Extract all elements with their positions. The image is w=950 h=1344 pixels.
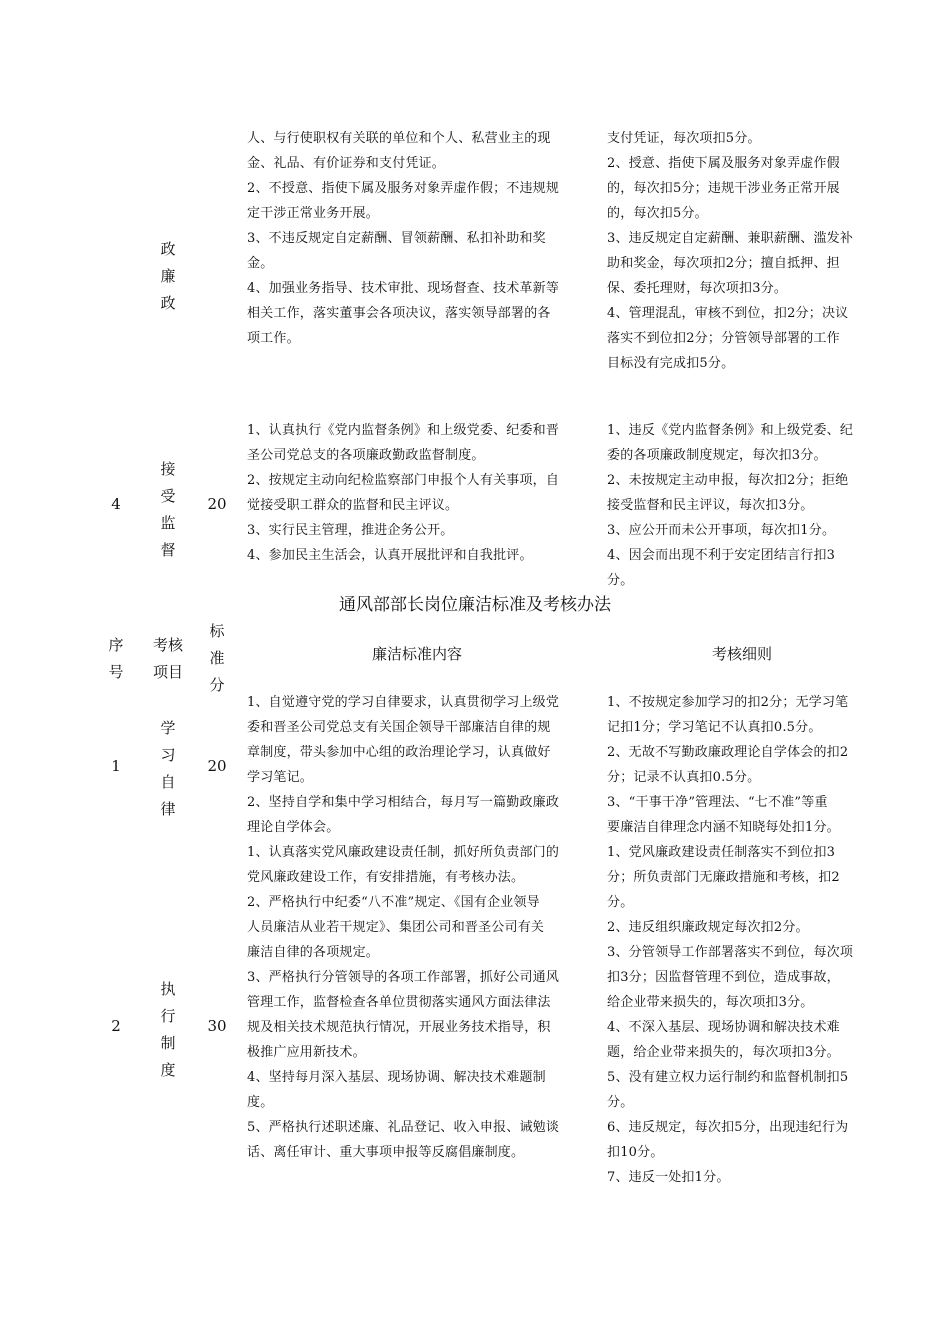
text-line: 扣10分。 bbox=[607, 1145, 664, 1160]
text-line: 廉洁自律的各项规定。 bbox=[247, 945, 380, 960]
text-line: 话、离任审计、重大事项申报等反腐倡廉制度。 bbox=[247, 1145, 525, 1160]
text-line: 极推广应用新技术。 bbox=[247, 1045, 366, 1060]
header-line: 考核 bbox=[152, 636, 183, 654]
text-line: 2、按规定主动向纪检监察部门申报个人有关事项，自 bbox=[247, 473, 560, 488]
text-line: 目标没有完成扣5分。 bbox=[607, 356, 735, 371]
text-line: 1、违反《党内监督条例》和上级党委、纪 bbox=[607, 423, 854, 438]
text-line: 题，给企业带来损失的，每次项扣3分。 bbox=[607, 1045, 840, 1060]
header-char: 号 bbox=[108, 663, 124, 681]
item-char: 自 bbox=[160, 773, 176, 791]
text-line: 圣公司党总支的各项廉政勤政监督制度。 bbox=[247, 448, 485, 463]
item-char: 执 bbox=[160, 980, 176, 998]
item-char: 廉 bbox=[160, 267, 176, 285]
text-line: 5、没有建立权力运行制约和监督机制扣5 bbox=[607, 1070, 849, 1085]
text-line: 理论自学体会。 bbox=[247, 820, 340, 835]
item-char: 督 bbox=[160, 541, 176, 559]
text-line: 接受监督和民主评议，每次扣3分。 bbox=[607, 498, 814, 513]
text-line: 党风廉政建设工作，有安排措施，有考核办法。 bbox=[247, 870, 525, 885]
text-line: 3、严格执行分管领导的各项工作部署，抓好公司通风 bbox=[247, 970, 560, 985]
text-line: 人、与行使职权有关联的单位和个人、私营业主的现 bbox=[247, 131, 551, 146]
item-char: 政 bbox=[160, 294, 176, 312]
text-line: 金、礼品、有价证券和支付凭证。 bbox=[247, 156, 446, 171]
text-line: 章制度，带头参加中心组的政治理论学习，认真做好 bbox=[247, 745, 551, 760]
text-line: 相关工作，落实董事会各项决议，落实领导部署的各 bbox=[247, 306, 551, 321]
text-line: 规及相关技术规范执行情况，开展业务技术指导，积 bbox=[247, 1020, 551, 1035]
text-line: 分。 bbox=[607, 573, 634, 588]
header-line: 项目 bbox=[152, 663, 183, 681]
row-score: 30 bbox=[207, 1017, 227, 1035]
header-detail: 考核细则 bbox=[711, 645, 772, 663]
header-score bbox=[207, 618, 227, 699]
text-line: 觉接受职工群众的监督和民主评议。 bbox=[247, 498, 459, 513]
row-item-label bbox=[158, 976, 178, 1084]
text-line: 定干涉正常业务开展。 bbox=[247, 206, 380, 221]
text-line: 3、不违反规定自定薪酬、冒领薪酬、私扣补助和奖 bbox=[247, 231, 546, 246]
text-line: 2、违反组织廉政规定每次扣2分。 bbox=[607, 920, 809, 935]
item-char: 政 bbox=[160, 240, 176, 258]
item-char: 受 bbox=[160, 487, 176, 505]
text-line: 4、因会而出现不利于安定团结言行扣3 bbox=[607, 548, 836, 563]
text-line: 分。 bbox=[607, 1095, 634, 1110]
item-char: 习 bbox=[160, 746, 176, 764]
row-item-label bbox=[158, 236, 178, 317]
header-item bbox=[146, 632, 190, 686]
row-item-label bbox=[158, 456, 178, 564]
text-line: 3、分管领导工作部署落实不到位，每次项 bbox=[607, 945, 854, 960]
item-char: 度 bbox=[160, 1061, 176, 1079]
text-line: 2、无故不写勤政廉政理论自学体会的扣2 bbox=[607, 745, 849, 760]
text-line: 2、不授意、指使下属及服务对象弄虚作假；不违规规 bbox=[247, 181, 560, 196]
text-line: 7、违反一处扣1分。 bbox=[607, 1170, 730, 1185]
text-line: 要廉洁自律理念内涵不知晓每处扣1分。 bbox=[607, 820, 840, 835]
item-char: 制 bbox=[160, 1034, 176, 1052]
text-line: 落实不到位扣2分；分管领导部署的工作 bbox=[607, 331, 840, 346]
text-line: 2、坚持自学和集中学习相结合，每月写一篇勤政廉政 bbox=[247, 795, 560, 810]
text-line: 的，每次扣5分。 bbox=[607, 206, 708, 221]
item-char: 接 bbox=[160, 460, 176, 478]
row-item-label bbox=[158, 715, 178, 823]
text-line: 委的各项廉政制度规定，每次扣3分。 bbox=[607, 448, 827, 463]
text-line: 助和奖金，每次项扣2分；擅自抵押、担 bbox=[607, 256, 840, 271]
text-line: 学习笔记。 bbox=[247, 770, 314, 785]
header-char: 分 bbox=[209, 676, 225, 694]
text-line: 支付凭证，每次项扣5分。 bbox=[607, 131, 761, 146]
text-line: 2、严格执行中纪委“八不准”规定、《国有企业领导 bbox=[247, 895, 540, 910]
text-line: 的，每次扣5分；违规干涉业务正常开展 bbox=[607, 181, 840, 196]
item-char: 学 bbox=[160, 719, 176, 737]
row-score: 20 bbox=[207, 495, 227, 513]
text-line: 1、认真执行《党内监督条例》和上级党委、纪委和晋 bbox=[247, 423, 560, 438]
text-line: 3、应公开而未公开事项，每次扣1分。 bbox=[607, 523, 836, 538]
text-line: 1、不按规定参加学习的扣2分；无学习笔 bbox=[607, 695, 849, 710]
text-line: 3、实行民主管理，推进企务公开。 bbox=[247, 523, 454, 538]
text-line: 4、不深入基层、现场协调和解决技术难 bbox=[607, 1020, 840, 1035]
text-line: 1、认真落实党风廉政建设责任制，抓好所负责部门的 bbox=[247, 845, 560, 860]
row-seq: 2 bbox=[111, 1017, 121, 1035]
text-line: 人员廉洁从业若干规定》、集团公司和晋圣公司有关 bbox=[247, 920, 545, 935]
text-line: 6、违反规定，每次扣5分，出现违纪行为 bbox=[607, 1120, 849, 1135]
header-char: 标 bbox=[209, 622, 225, 640]
header-char: 序 bbox=[108, 636, 124, 654]
text-line: 扣3分；因监督管理不到位，造成事故， bbox=[607, 970, 840, 985]
text-line: 度。 bbox=[247, 1095, 274, 1110]
text-line: 5、严格执行述职述廉、礼品登记、收入申报、诫勉谈 bbox=[247, 1120, 560, 1135]
text-line: 给企业带来损失的，每次项扣3分。 bbox=[607, 995, 814, 1010]
header-seq bbox=[106, 632, 126, 686]
text-line: 保、委托理财，每次项扣3分。 bbox=[607, 281, 788, 296]
text-line: 项工作。 bbox=[247, 331, 300, 346]
text-line: 分。 bbox=[607, 895, 634, 910]
row-score: 20 bbox=[207, 757, 227, 775]
document-title: 通风部部长岗位廉洁标准及考核办法 bbox=[339, 595, 611, 615]
text-line: 4、参加民主生活会，认真开展批评和自我批评。 bbox=[247, 548, 533, 563]
text-line: 1、自觉遵守党的学习自律要求，认真贯彻学习上级党 bbox=[247, 695, 560, 710]
text-line: 金。 bbox=[247, 256, 274, 271]
item-char: 监 bbox=[160, 514, 176, 532]
header-char: 准 bbox=[209, 649, 225, 667]
item-char: 律 bbox=[160, 800, 176, 818]
text-line: 2、未按规定主动申报，每次扣2分；拒绝 bbox=[607, 473, 849, 488]
text-line: 委和晋圣公司党总支有关国企领导干部廉洁自律的规 bbox=[247, 720, 551, 735]
header-standard: 廉洁标准内容 bbox=[371, 645, 462, 663]
text-line: 分；所负责部门无廉政措施和考核，扣2 bbox=[607, 870, 840, 885]
text-line: 3、违反规定自定薪酬、兼职薪酬、滥发补 bbox=[607, 231, 854, 246]
text-line: 管理工作，监督检查各单位贯彻落实通风方面法律法 bbox=[247, 995, 551, 1010]
text-line: 记扣1分；学习笔记不认真扣0.5分。 bbox=[607, 720, 822, 735]
text-line: 4、管理混乱，审核不到位，扣2分；决议 bbox=[607, 306, 849, 321]
text-line: 4、加强业务指导、技术审批、现场督查、技术革新等 bbox=[247, 281, 560, 296]
row-seq: 4 bbox=[111, 495, 121, 513]
item-char: 行 bbox=[160, 1007, 176, 1025]
text-line: 2、授意、指使下属及服务对象弄虚作假 bbox=[607, 156, 840, 171]
text-line: 分；记录不认真扣0.5分。 bbox=[607, 770, 761, 785]
text-line: 3、“干事干净”管理法、“七不准”等重 bbox=[607, 795, 828, 810]
text-line: 4、坚持每月深入基层、现场协调、解决技术难题制 bbox=[247, 1070, 546, 1085]
text-line: 1、党风廉政建设责任制落实不到位扣3 bbox=[607, 845, 836, 860]
row-seq: 1 bbox=[111, 757, 121, 775]
